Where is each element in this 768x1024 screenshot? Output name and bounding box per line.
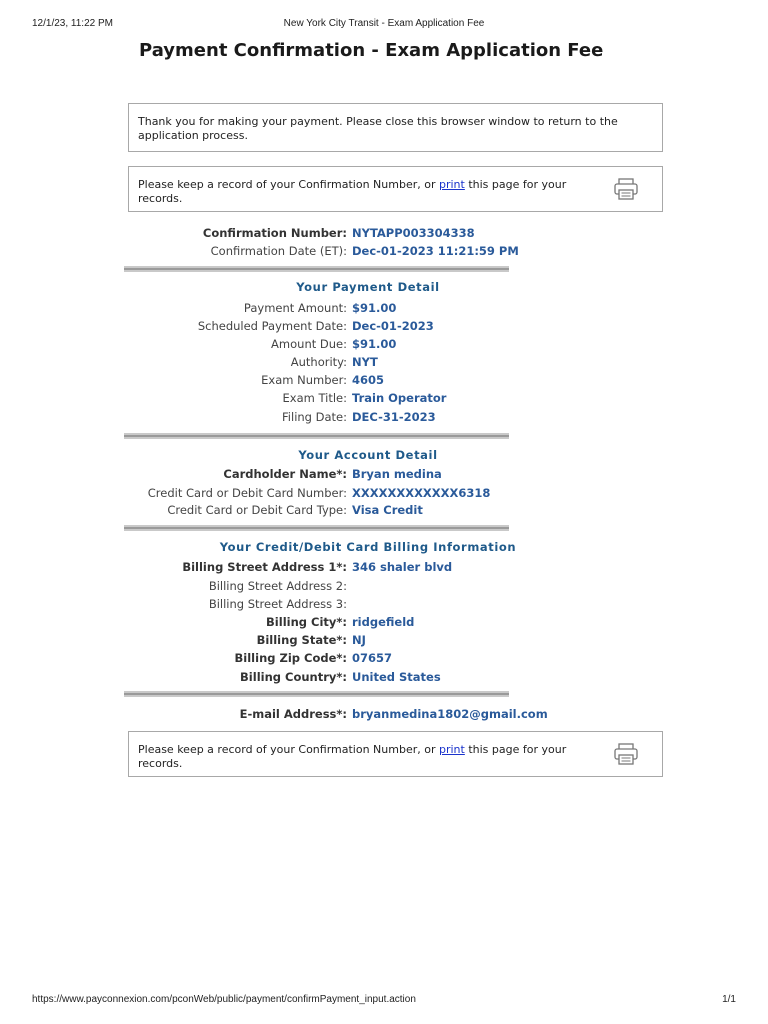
section-divider: [124, 266, 509, 272]
record-message-text-after: this page for your records.: [138, 178, 567, 205]
confirmation-date-value: Dec-01-2023 11:21:59 PM: [352, 244, 519, 258]
confirmation-number-label: Confirmation Number:: [202, 226, 347, 240]
print-header: [32, 18, 736, 32]
detail-label: Authority:: [290, 355, 347, 369]
detail-row: [0, 336, 768, 352]
detail-label: Billing State*:: [256, 633, 347, 647]
account-detail-title: Your Account Detail: [298, 448, 438, 462]
detail-label: Billing Country*:: [240, 670, 347, 684]
section-divider: [124, 691, 509, 697]
printer-icon[interactable]: [613, 178, 639, 200]
detail-label: Exam Title:: [282, 391, 347, 405]
page-count: 1/1: [722, 994, 736, 1005]
detail-value: $91.00: [352, 301, 397, 315]
detail-row: [0, 632, 768, 648]
page-title: Payment Confirmation - Exam Application Fee: [139, 40, 604, 61]
detail-value: NJ: [352, 633, 366, 647]
detail-label: Credit Card or Debit Card Number:: [147, 486, 347, 500]
record-message-text-before: Please keep a record of your Confirmation Number, or: [138, 178, 439, 191]
detail-value: XXXXXXXXXXXX6318: [352, 486, 491, 500]
confirmation-date-label: Confirmation Date (ET):: [210, 244, 347, 258]
detail-label: Billing City*:: [266, 615, 347, 629]
detail-value: 346 shaler blvd: [352, 560, 453, 574]
detail-value: $91.00: [352, 337, 397, 351]
detail-row: [0, 354, 768, 370]
detail-row: [0, 614, 768, 630]
detail-label: Credit Card or Debit Card Type:: [167, 503, 347, 517]
detail-row: [0, 650, 768, 666]
print-link[interactable]: print: [438, 743, 465, 756]
detail-row: [0, 596, 768, 612]
email-row: [0, 706, 768, 722]
detail-value: Visa Credit: [352, 503, 423, 517]
detail-value: 07657: [352, 651, 393, 665]
detail-label: Amount Due:: [271, 337, 347, 351]
detail-label: Billing Street Address 2:: [208, 579, 347, 593]
detail-label: Billing Street Address 3:: [208, 597, 347, 611]
detail-label: Billing Street Address 1*:: [182, 560, 347, 574]
detail-label: Payment Amount:: [243, 301, 347, 315]
detail-value: NYT: [352, 355, 378, 369]
detail-label: Cardholder Name*:: [223, 467, 347, 481]
detail-row: [0, 409, 768, 425]
detail-row: [0, 502, 768, 518]
detail-label: Exam Number:: [261, 373, 347, 387]
detail-value: ridgefield: [352, 615, 415, 629]
detail-label: Billing Zip Code*:: [234, 651, 347, 665]
detail-row: [0, 559, 768, 575]
detail-row: [0, 578, 768, 594]
record-message-text-after: this page for your records.: [138, 743, 567, 770]
print-footer: [32, 994, 736, 1008]
section-divider: [124, 525, 509, 531]
print-document-title: New York City Transit - Exam Application Fee: [283, 18, 485, 29]
record-message-text-before: Please keep a record of your Confirmation Number, or: [138, 743, 439, 756]
record-message-box-bottom: [128, 731, 663, 777]
payment-detail-title: Your Payment Detail: [296, 280, 440, 294]
confirmation-number-value: NYTAPP003304338: [352, 226, 475, 240]
detail-row: [0, 300, 768, 316]
detail-row: [0, 390, 768, 406]
thank-you-message: Thank you for making your payment. Please close this browser window to return to the application process.: [128, 103, 663, 152]
detail-value: DEC-31-2023: [352, 410, 436, 424]
print-date: 12/1/23, 11:22 PM: [32, 18, 113, 29]
confirmation-number-row: [0, 225, 768, 241]
detail-row: [0, 485, 768, 501]
detail-value: United States: [352, 670, 441, 684]
confirmation-date-row: [0, 243, 768, 259]
detail-row: [0, 318, 768, 334]
detail-value: Train Operator: [352, 391, 447, 405]
record-message-box: [128, 166, 663, 212]
detail-value: 4605: [352, 373, 385, 387]
detail-row: [0, 669, 768, 685]
section-divider: [124, 433, 509, 439]
detail-value: Dec-01-2023: [352, 319, 434, 333]
detail-row: [0, 372, 768, 388]
page-url: https://www.payconnexion.com/pconWeb/public/payment/confirmPayment_input.action: [32, 994, 416, 1005]
detail-value: Bryan medina: [352, 467, 442, 481]
email-value: bryanmedina1802@gmail.com: [352, 707, 548, 721]
detail-row: [0, 466, 768, 482]
print-link[interactable]: print: [438, 178, 465, 191]
billing-information-title: Your Credit/Debit Card Billing Information: [219, 540, 517, 554]
detail-label: Scheduled Payment Date:: [197, 319, 347, 333]
printer-icon[interactable]: [613, 743, 639, 765]
detail-label: Filing Date:: [282, 410, 347, 424]
email-label: E-mail Address*:: [239, 707, 347, 721]
